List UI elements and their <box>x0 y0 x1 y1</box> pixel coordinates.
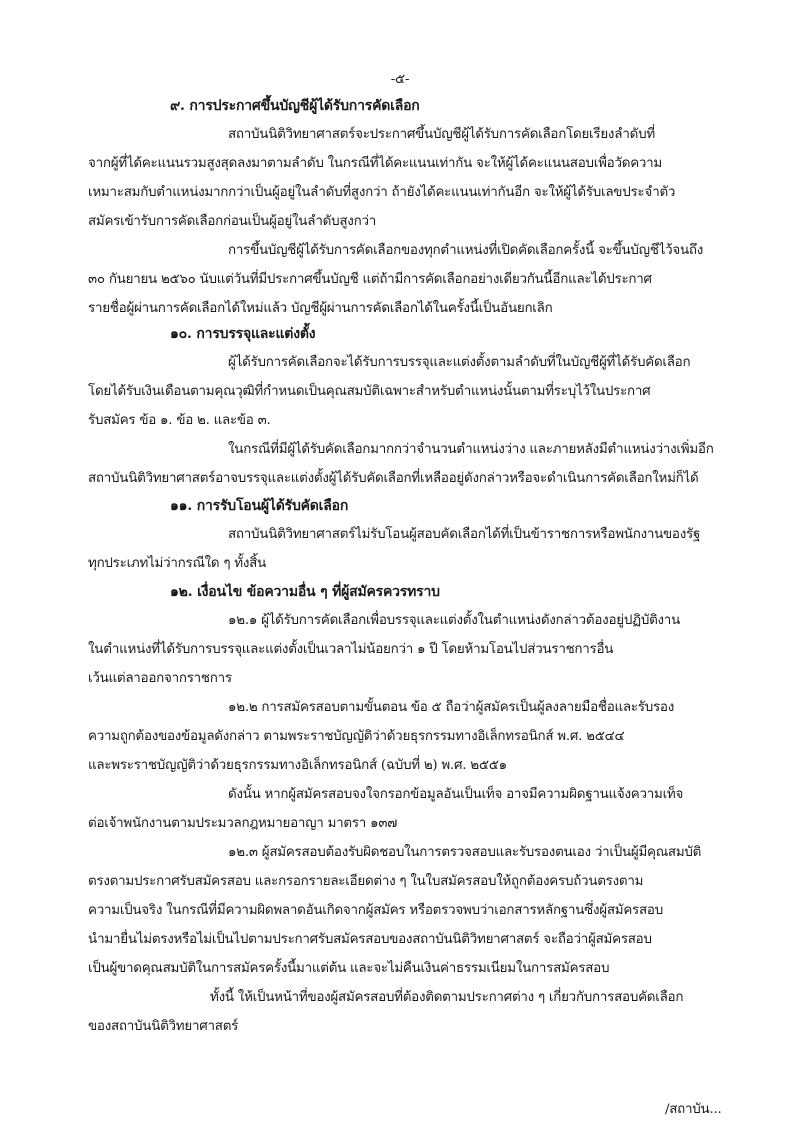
section-12-p1-line: ในตำแหน่งที่ได้รับการบรรจุและแต่งตั้งเป็นเวลาไม่น้อยกว่า ๑ ปี โดยห้ามโอนไปส่วนราชการอื่น <box>88 642 614 657</box>
section-12-heading: ๑๒. เงื่อนไข ข้อความอื่น ๆ ที่ผู้สมัครควรทราบ <box>170 584 440 600</box>
section-9-p2-line: ๓๐ กันยายน ๒๕๖๐ นับแต่วันที่มีประกาศขึ้นบัญชี แต่ถ้ามีการคัดเลือกอย่างเดียวกันนี้อีกและได้ประกาศ <box>88 272 652 287</box>
section-10-p2-line: สถาบันนิติวิทยาศาสตร์อาจบรรจุและแต่งตั้งผู้ได้รับคัดเลือกที่เหลืออยู่ดังกล่าวหรือจะดำเนินการคัดเลือกใหม่ก็ได้ <box>88 471 699 486</box>
section-9-p2-line: รายชื่อผู้ผ่านการคัดเลือกได้ใหม่แล้ว บัญชีผู้ผ่านการคัดเลือกได้ในครั้งนี้เป็นอันยกเลิก <box>88 301 553 316</box>
section-12-p4-line: ๑๒.๓ ผู้สมัครสอบต้องรับผิดชอบในการตรวจสอบและรับรองตนเอง ว่าเป็นผู้มีคุณสมบัติ <box>228 845 702 860</box>
section-12-p2-line: ๑๒.๒ การสมัครสอบตามขั้นตอน ข้อ ๕ ถือว่าผู้สมัครเป็นผู้ลงลายมือชื่อและรับรอง <box>228 700 675 715</box>
section-10-p1-line: รับสมัคร ข้อ ๑. ข้อ ๒. และข้อ ๓. <box>88 413 271 428</box>
section-10-p1-line: โดยได้รับเงินเดือนตามคุณวุฒิที่กำหนดเป็นคุณสมบัติเฉพาะสำหรับตำแหน่งนั้นตามที่ระบุไว้ในประกาศ <box>88 384 651 399</box>
section-10-heading: ๑๐. การบรรจุและแต่งตั้ง <box>170 326 316 342</box>
section-12-p5-line: ของสถาบันนิติวิทยาศาสตร์ <box>88 1019 239 1034</box>
section-12-p3-line: ต่อเจ้าพนักงานตามประมวลกฎหมายอาญา มาตรา ๑๓๗ <box>88 816 398 831</box>
section-9-heading: ๙. การประกาศขึ้นบัญชีผู้ได้รับการคัดเลือก <box>170 98 420 114</box>
section-12-p2-line: และพระราชบัญญัติว่าด้วยธุรกรรมทางอิเล็กทรอนิกส์ (ฉบับที่ ๒) พ.ศ. ๒๕๕๑ <box>88 758 507 773</box>
section-12-p5-line: ทั้งนี้ ให้เป็นหน้าที่ของผู้สมัครสอบที่ต้องติดตามประกาศต่าง ๆ เกี่ยวกับการสอบคัดเลือก <box>210 990 684 1005</box>
page-number: -๕- <box>390 72 410 87</box>
section-9-p1-line: เหมาะสมกับตำแหน่งมากกว่าเป็นผู้อยู่ในลำดับที่สูงกว่า ถ้ายังได้คะแนนเท่ากันอีก จะให้ผู้ได้รับเลขประจำตัว <box>88 185 676 200</box>
section-12-p3-line: ดังนั้น หากผู้สมัครสอบจงใจกรอกข้อมูลอันเป็นเท็จ อาจมีความผิดฐานแจ้งความเท็จ <box>228 787 684 802</box>
section-12-p2-line: ความถูกต้องของข้อมูลดังกล่าว ตามพระราชบัญญัติว่าด้วยธุรกรรมทางอิเล็กทรอนิกส์ พ.ศ. ๒๕๔๔ <box>88 729 625 744</box>
section-9-p2-line: การขึ้นบัญชีผู้ได้รับการคัดเลือกของทุกตำแหน่งที่เปิดคัดเลือกครั้งนี้ จะขึ้นบัญชีไว้จนถึง <box>228 243 704 258</box>
section-12-p1-line: เว้นแต่ลาออกจากราชการ <box>88 671 232 686</box>
section-11-p1-line: ทุกประเภทไม่ว่ากรณีใด ๆ ทั้งสิ้น <box>88 556 267 571</box>
section-11-p1-line: สถาบันนิติวิทยาศาสตร์ไม่รับโอนผู้สอบคัดเลือกได้ที่เป็นข้าราชการหรือพนักงานของรัฐ <box>228 527 701 542</box>
continuation-marker: /สถาบัน... <box>665 1102 722 1117</box>
section-12-p4-line: ความเป็นจริง ในกรณีที่มีความผิดพลาดอันเกิดจากผู้สมัคร หรือตรวจพบว่าเอกสารหลักฐานซึ่งผู้สมัครสอบ <box>88 903 663 918</box>
section-9-p1-line: สมัครเข้ารับการคัดเลือกก่อนเป็นผู้อยู่ในลำดับสูงกว่า <box>88 214 376 229</box>
section-9-p1-line: จากผู้ที่ได้คะแนนรวมสูงสุดลงมาตามลำดับ ในกรณีที่ได้คะแนนเท่ากัน จะให้ผู้ได้คะแนนสอบเพื่อวัดความ <box>88 156 663 171</box>
section-12-p1-line: ๑๒.๑ ผู้ได้รับการคัดเลือกเพื่อบรรจุและแต่งตั้งในตำแหน่งดังกล่าวต้องอยู่ปฏิบัติงาน <box>228 613 680 628</box>
section-11-heading: ๑๑. การรับโอนผู้ได้รับคัดเลือก <box>170 498 349 514</box>
section-10-p2-line: ในกรณีที่มีผู้ได้รับคัดเลือกมากกว่าจำนวนตำแหน่งว่าง และภายหลังมีตำแหน่งว่างเพิ่มอีก <box>228 442 714 457</box>
section-12-p4-line: เป็นผู้ขาดคุณสมบัติในการสมัครครั้งนี้มาแต่ต้น และจะไม่คืนเงินค่าธรรมเนียมในการสมัครสอบ <box>88 961 610 976</box>
section-10-p1-line: ผู้ได้รับการคัดเลือกจะได้รับการบรรจุและแต่งตั้งตามลำดับที่ในบัญชีผู้ที่ได้รับคัดเลือก <box>228 355 691 370</box>
section-12-p4-line: ตรงตามประกาศรับสมัครสอบ และกรอกรายละเอียดต่าง ๆ ในใบสมัครสอบให้ถูกต้องครบถ้วนตรงตาม <box>88 874 644 889</box>
section-9-p1-line: สถาบันนิติวิทยาศาสตร์จะประกาศขึ้นบัญชีผู้ได้รับการคัดเลือกโดยเรียงลำดับที่ <box>228 127 655 142</box>
section-12-p4-line: นำมายื่นไม่ตรงหรือไม่เป็นไปตามประกาศรับสมัครสอบของสถาบันนิติวิทยาศาสตร์ จะถือว่าผู้สมัครสอบ <box>88 932 652 947</box>
